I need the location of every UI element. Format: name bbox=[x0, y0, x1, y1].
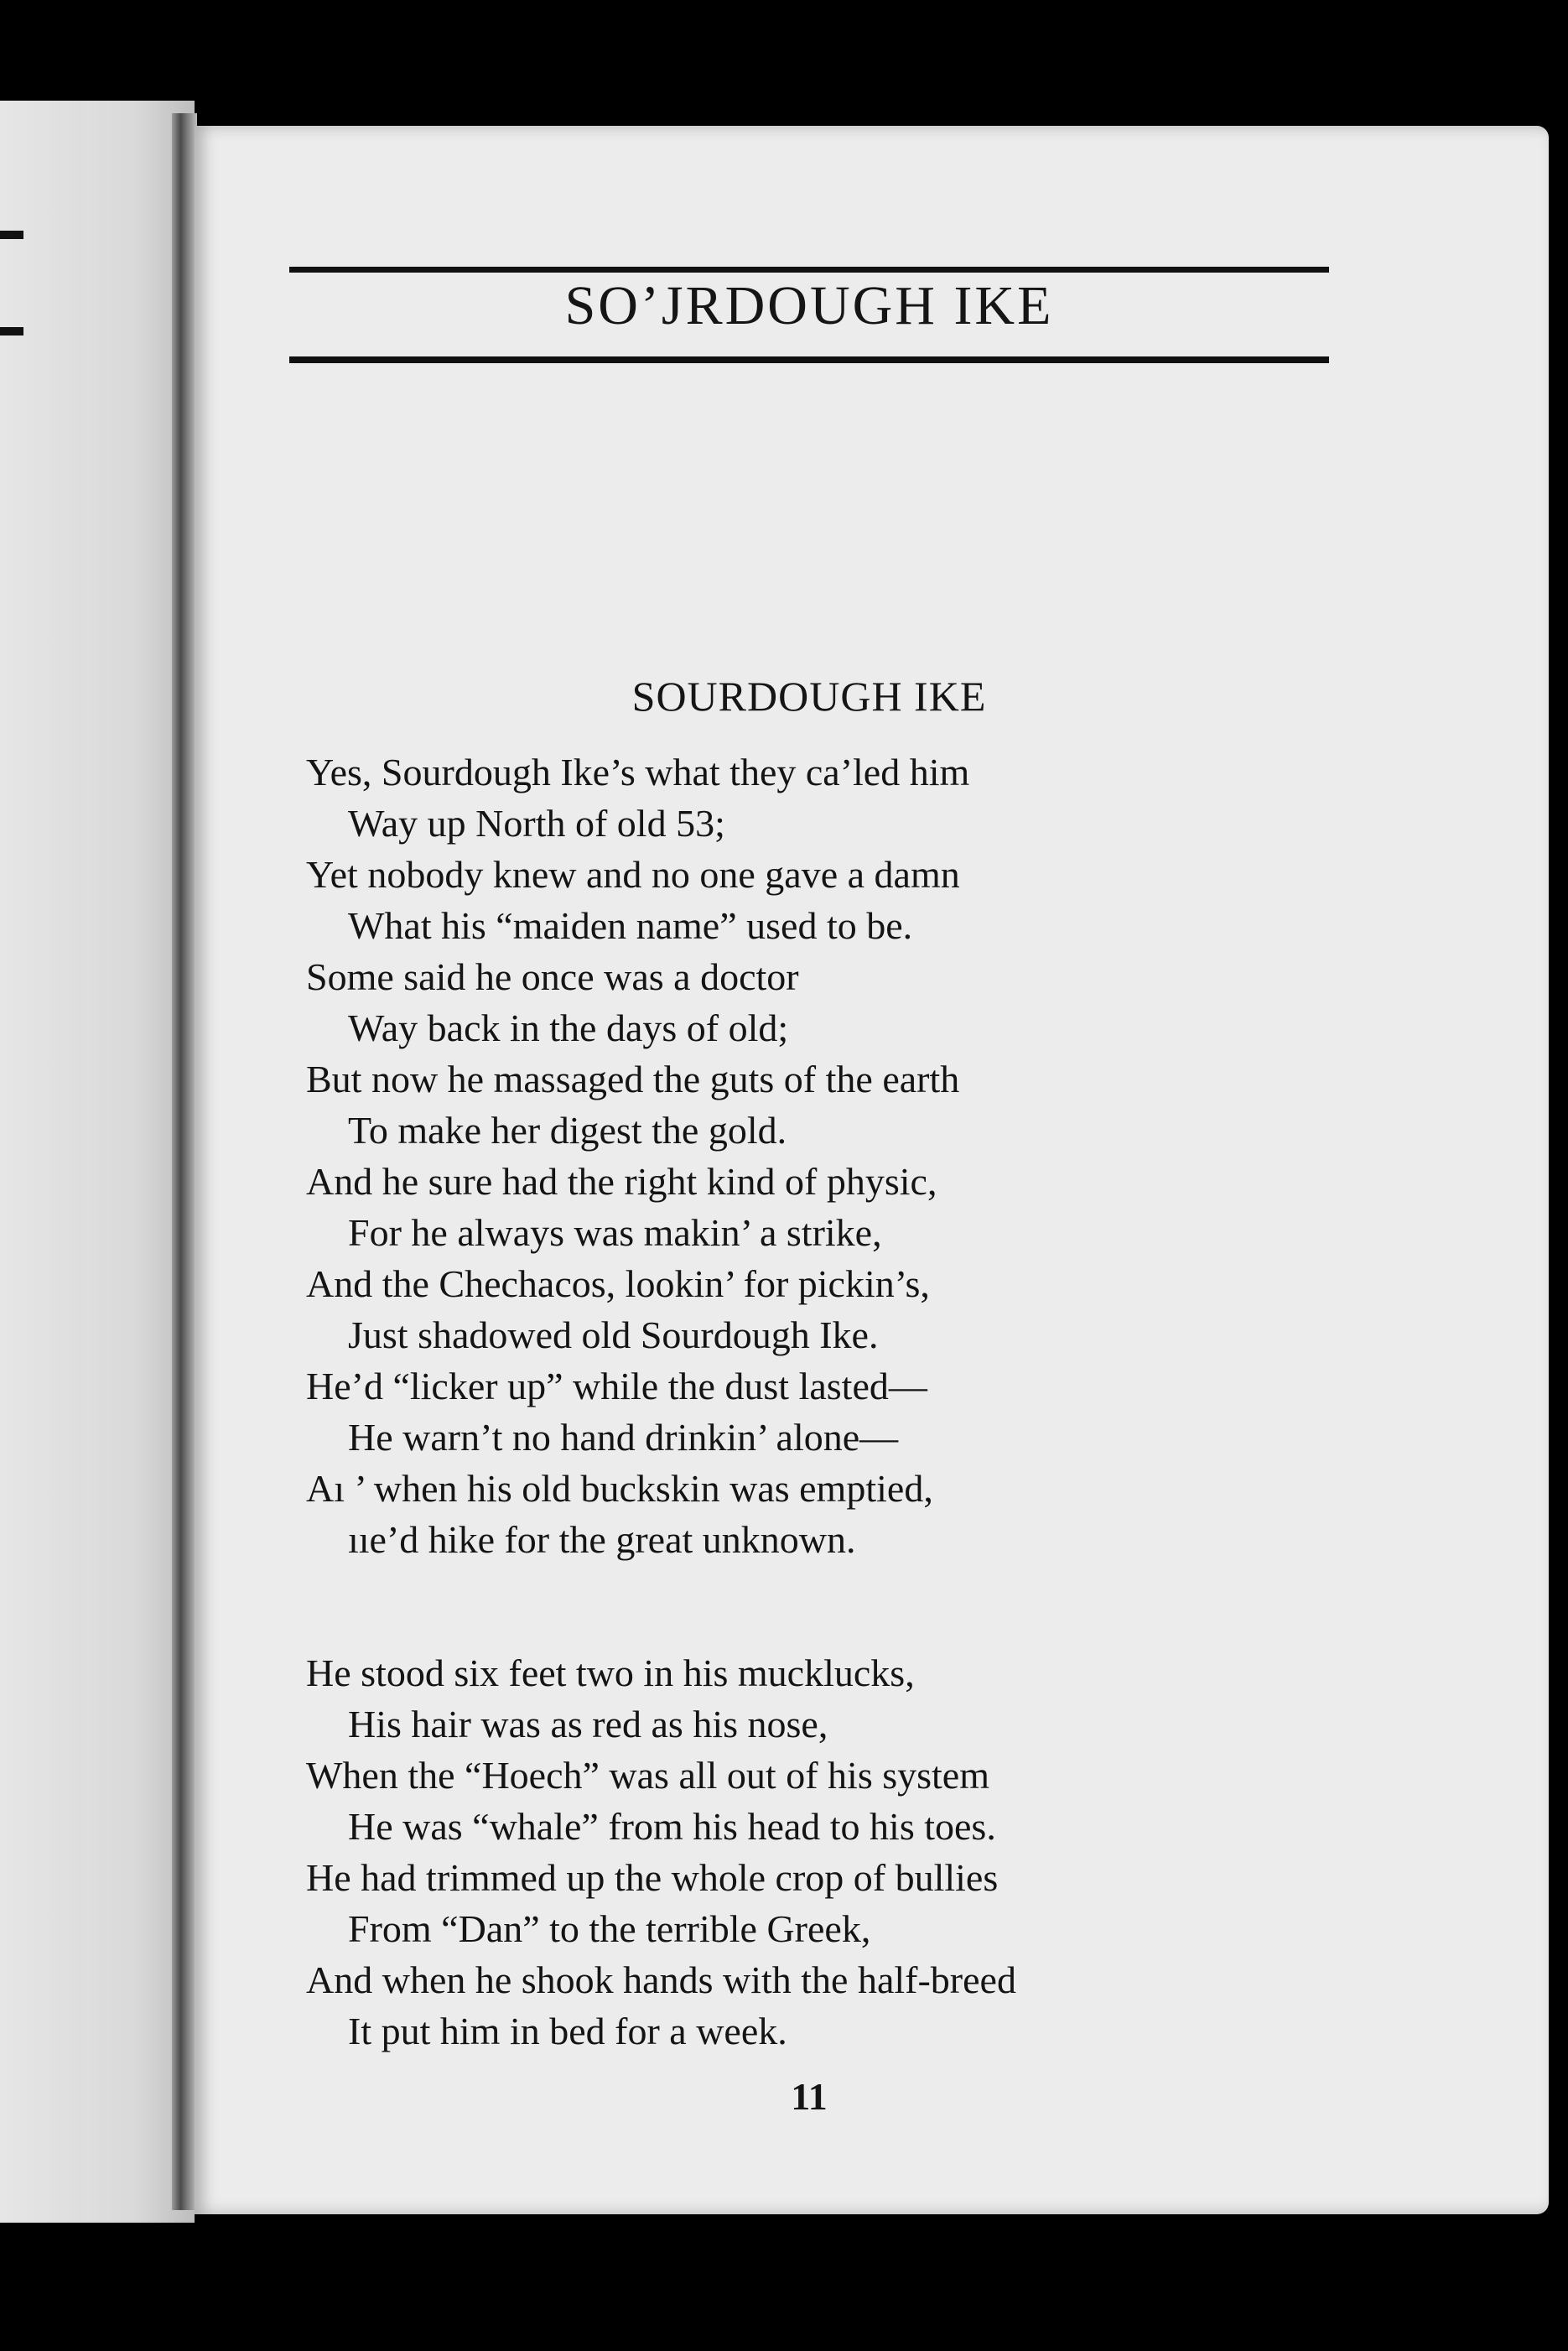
poem-title: SOURDOUGH IKE bbox=[631, 673, 987, 720]
poem-line: Aı ’ when his old buckskin was emptied, bbox=[306, 1467, 933, 1510]
poem-line: It put him in bed for a week. bbox=[348, 2010, 787, 2052]
poem-line: And the Chechacos, lookin’ for pickin’s, bbox=[306, 1262, 930, 1305]
page-number: 11 bbox=[791, 2075, 828, 2118]
header-rule-bottom bbox=[289, 356, 1329, 363]
poem-line: Way up North of old 53; bbox=[348, 802, 725, 845]
facing-page-mark bbox=[0, 327, 23, 335]
running-head: SO’JRDOUGH IKE bbox=[564, 275, 1054, 336]
poem-line: He was “whale” from his head to his toes. bbox=[348, 1805, 996, 1848]
poem-line: He’d “licker up” while the dust lasted— bbox=[306, 1365, 927, 1407]
poem-line: Yes, Sourdough Ike’s what they ca’led him bbox=[306, 751, 970, 793]
poem-line: Way back in the days of old; bbox=[348, 1006, 789, 1049]
poem-line: He stood six feet two in his mucklucks, bbox=[306, 1651, 915, 1694]
poem-line: He warn’t no hand drinkin’ alone— bbox=[348, 1416, 899, 1459]
poem-line: What his “maiden name” used to be. bbox=[348, 904, 913, 947]
poem-line: But now he massaged the guts of the earth bbox=[306, 1058, 960, 1100]
facing-page-edge bbox=[0, 101, 195, 2223]
poem-line: And when he shook hands with the half-breed bbox=[306, 1958, 1016, 2001]
header-rule-top bbox=[289, 267, 1329, 273]
poem-line: Yet nobody knew and no one gave a damn bbox=[306, 853, 960, 896]
facing-page-mark bbox=[0, 231, 23, 239]
poem-line: Just shadowed old Sourdough Ike. bbox=[348, 1313, 879, 1356]
poem-line: ııe’d hike for the great unknown. bbox=[348, 1518, 856, 1561]
poem-line: To make her digest the gold. bbox=[348, 1109, 787, 1152]
poem-line: Some said he once was a doctor bbox=[306, 955, 799, 998]
poem-line: When the “Hoech” was all out of his system bbox=[306, 1754, 989, 1797]
poem-line: And he sure had the right kind of physic, bbox=[306, 1160, 937, 1203]
poem-line: From “Dan” to the terrible Greek, bbox=[348, 1907, 871, 1950]
book-gutter bbox=[172, 113, 197, 2210]
poem-line: He had trimmed up the whole crop of bullies bbox=[306, 1856, 999, 1899]
poem-line: For he always was makin’ a strike, bbox=[348, 1211, 882, 1254]
poem-body bbox=[306, 746, 1530, 2057]
poem-line: His hair was as red as his nose, bbox=[348, 1703, 828, 1745]
